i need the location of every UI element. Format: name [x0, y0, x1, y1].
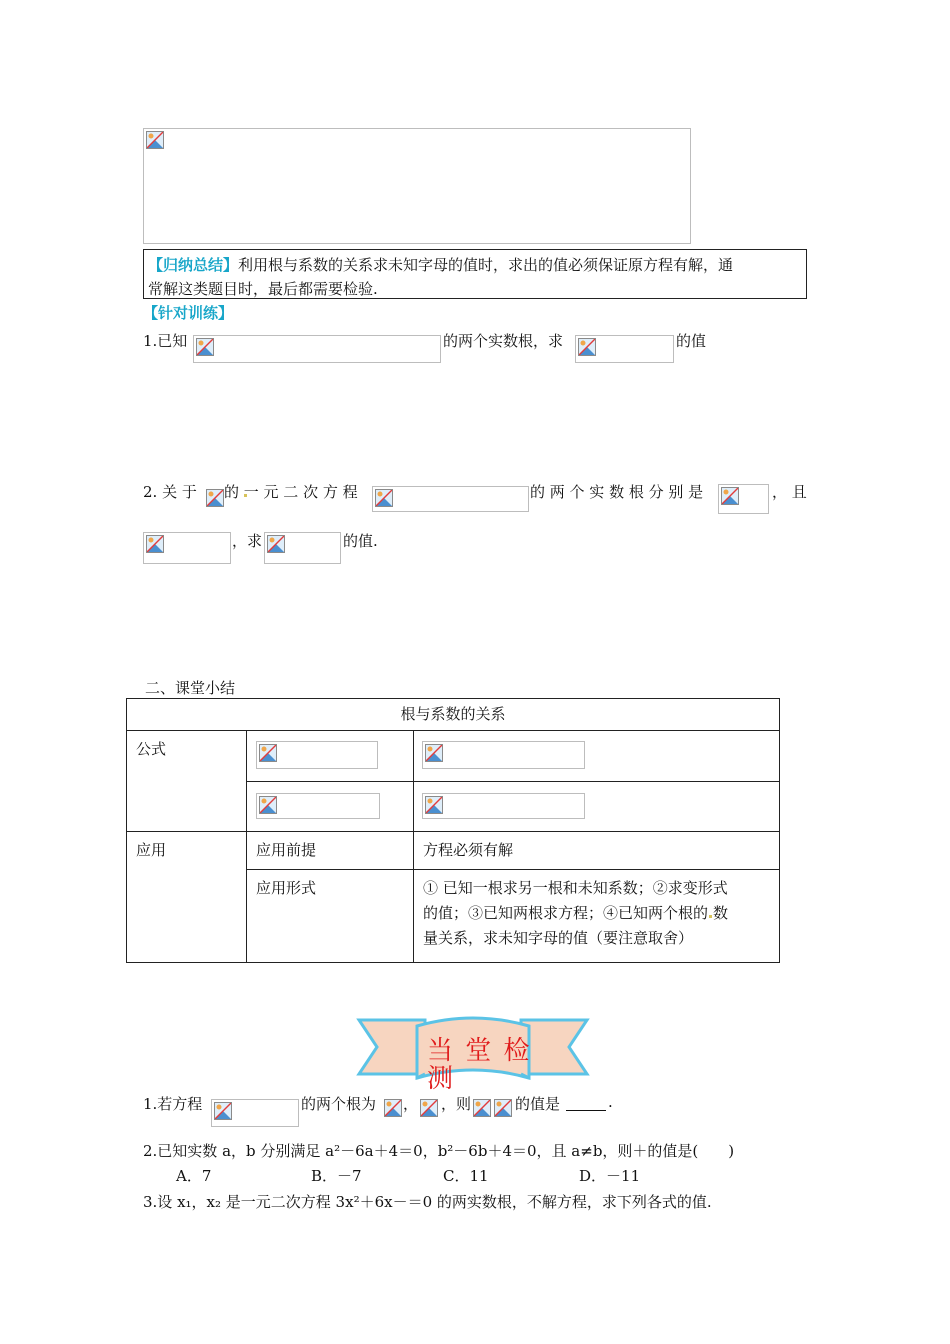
form-value-line-2-text: 的值；③已知两根求方程；④已知两个根的 [423, 904, 709, 922]
broken-image-icon [259, 744, 277, 762]
training-q2-b: 的 一 元 二 次 方 程 [224, 483, 358, 501]
formula-image-4 [422, 793, 585, 819]
form-value-line-2-tail: 数 [713, 904, 729, 922]
table-header: 根与系数的关系 [127, 699, 780, 731]
training-q1-expression [575, 335, 674, 363]
test-q2: 2.已知实数 a，b 分别满足 a²－6a＋4＝0，b²－6b＋4＝0，且 a≠b，则＋的值是( ) [143, 1142, 735, 1160]
training-q2-condition [143, 532, 231, 564]
formula-cell-4 [414, 782, 780, 832]
test-q3: 3.设 x₁，x₂ 是一元二次方程 3x²＋6x－＝0 的两实数根，不解方程，求下列各式的值. [143, 1193, 712, 1211]
test-q1-period: . [608, 1093, 613, 1111]
test-q1-comma: ， [403, 1095, 419, 1113]
broken-image-icon [196, 338, 214, 356]
premise-label: 应用前提 [247, 832, 414, 870]
broken-image-icon [425, 744, 443, 762]
formula-cell-2 [414, 731, 780, 782]
test-q1-root-2 [420, 1099, 438, 1117]
training-q2-equation [372, 486, 529, 512]
form-value-line-3: 量关系，求未知字母的值（要注意取舍） [423, 929, 694, 947]
form-value-line-2 [423, 901, 770, 926]
test-q1-equation [211, 1099, 299, 1127]
test-q1-expr-1 [473, 1099, 491, 1117]
answer-blank[interactable] [566, 1096, 606, 1111]
broken-image-icon [425, 796, 443, 814]
form-value-line-1: ① 已知一根求另一根和未知系数；②求变形式 [423, 879, 728, 897]
test-q1-root-1 [384, 1099, 402, 1117]
training-q1-prefix: 1.已知 [143, 332, 188, 350]
application-label: 应用 [127, 832, 247, 963]
training-q1-equation [193, 335, 441, 363]
test-q1-expr-2 [494, 1099, 512, 1117]
training-q1-end: 的值 [676, 332, 707, 350]
banner-text-line-1: 当 堂 检 [427, 1036, 532, 1066]
form-label: 应用形式 [247, 870, 414, 963]
test-q1-mid: 的两个根为 [301, 1095, 377, 1113]
test-q1-then: ，则 [441, 1095, 472, 1113]
formula-cell-3 [247, 782, 414, 832]
training-q2-e: ，求 [232, 532, 263, 550]
formula-label: 公式 [127, 731, 247, 832]
formula-cell-1 [247, 731, 414, 782]
training-q2-f: 的值. [343, 532, 378, 550]
summary-table [126, 698, 780, 963]
test-q2-option-c: C．11 [443, 1167, 489, 1185]
broken-image-icon [146, 131, 164, 149]
premise-value: 方程必须有解 [414, 832, 780, 870]
banner-text-line-2: 测 [427, 1064, 454, 1094]
training-q2-variable [206, 489, 224, 507]
test-q2-option-a: A．7 [176, 1167, 212, 1185]
formula-image-3 [256, 793, 380, 819]
test-banner [355, 1012, 591, 1094]
broken-image-icon [578, 338, 596, 356]
formula-image-1 [256, 741, 378, 769]
training-q2-a: 2. 关 于 [143, 483, 197, 501]
summary-text-1: 利用根与系数的关系求未知字母的值时，求出的值必须保证原方程有解，通 [238, 256, 734, 274]
training-q2-roots [718, 484, 769, 514]
test-q2-option-d: D．－11 [579, 1167, 641, 1185]
broken-image-icon [214, 1102, 232, 1120]
section-title: 二、课堂小结 [145, 679, 236, 697]
test-q1-prefix: 1.若方程 [143, 1095, 203, 1113]
broken-image-icon [267, 535, 285, 553]
training-q2-c: 的 两 个 实 数 根 分 别 是 [530, 483, 704, 501]
broken-image-icon [375, 489, 393, 507]
broken-image-icon [259, 796, 277, 814]
broken-image-icon [721, 487, 739, 505]
formula-image-2 [422, 741, 585, 769]
training-q2-d: ， 且 [772, 483, 807, 501]
test-q1-end: 的值是 [515, 1095, 561, 1113]
broken-image-icon [146, 535, 164, 553]
top-figure [143, 128, 691, 244]
summary-tag: 【归纳总结】 [148, 256, 239, 274]
summary-box [143, 249, 807, 299]
training-tag: 【针对训练】 [143, 304, 234, 322]
test-q2-option-b: B．－7 [311, 1167, 362, 1185]
form-value [414, 870, 780, 963]
training-q1-mid: 的两个实数根，求 [443, 332, 564, 350]
summary-text-2: 常解这类题目时，最后都需要检验. [148, 280, 378, 298]
training-q2-target [264, 532, 341, 564]
dot-mark [709, 915, 712, 918]
